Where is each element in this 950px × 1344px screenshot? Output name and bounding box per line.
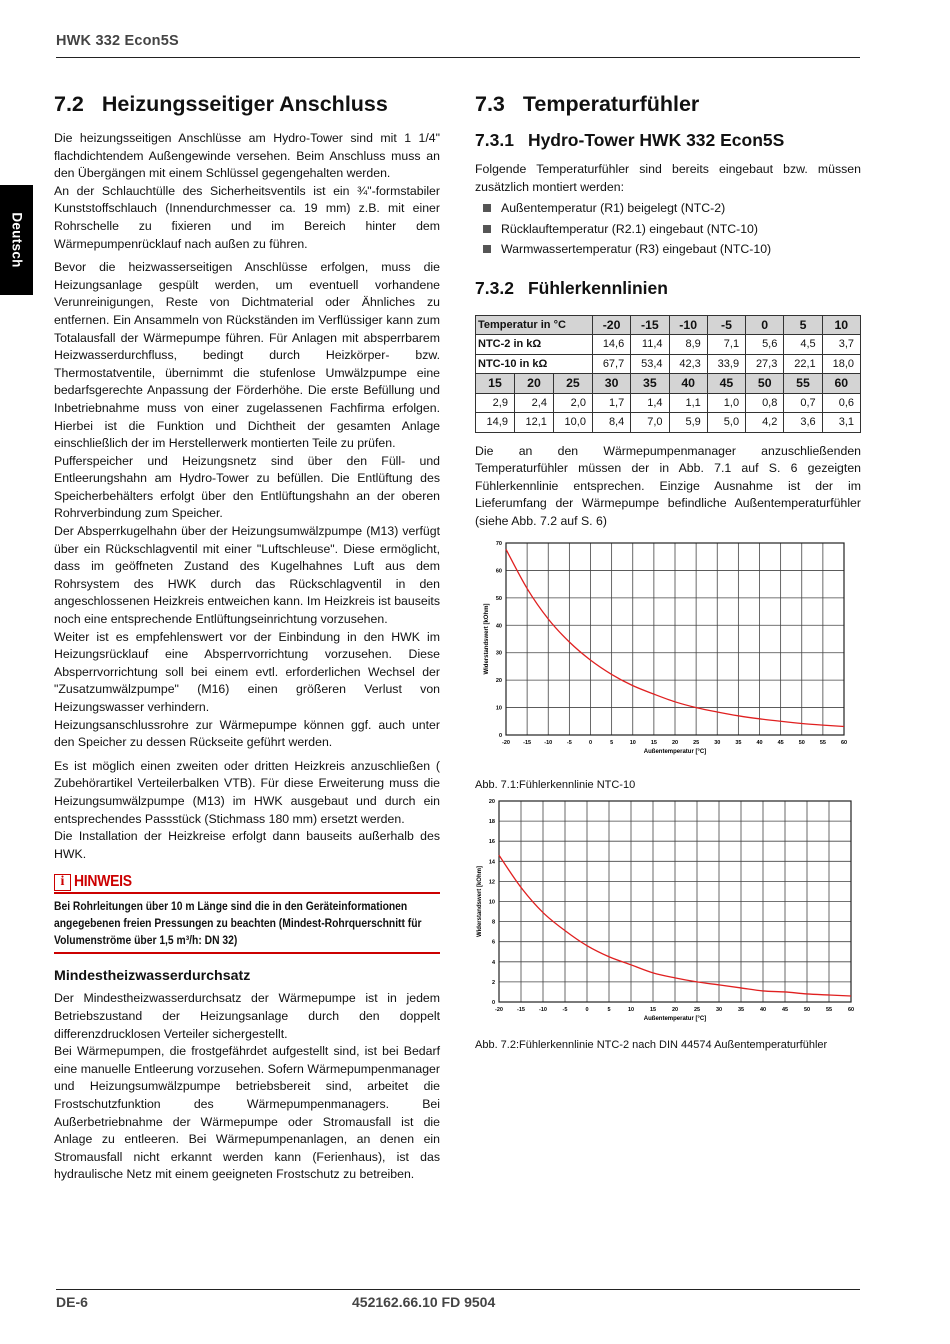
y-tick-label: 10	[495, 705, 502, 712]
table-cell: 25	[553, 374, 592, 394]
paragraph: Es ist möglich einen zweiten oder dritten Heizkreis anzuschließen ( Zubehörartikel Verteilerbalken VTB). Für diese Erweiterung muss die Heizungsumwälzpumpe (M13) im HWK ausgebaut und durch ein entsprechendes Passstück (Stichmass 180 mm) ersetzt werden.	[54, 758, 440, 826]
table-cell: 1,4	[631, 393, 669, 413]
table-cell: 10	[822, 315, 860, 335]
chart-ntc2	[475, 797, 861, 1029]
list-item-text: Warmwassertemperatur (R3) eingebaut (NTC-10)	[501, 242, 772, 257]
x-tick-label: 55	[825, 1006, 833, 1013]
x-axis-label: Außentemperatur [°C]	[643, 748, 707, 755]
sensor-table	[475, 315, 861, 433]
table-cell: 15	[476, 374, 515, 394]
table-cell: 1,1	[669, 393, 707, 413]
paragraph: Der Mindestheizwasserdurchsatz der Wärmepumpe ist in jedem Betriebszustand der Heizungsanlage durch den doppelt differenzdrucklosen Verteiler sichergestellt.	[54, 991, 440, 1041]
x-tick-label: 50	[798, 739, 805, 746]
y-tick-label: 40	[495, 622, 502, 629]
table-cell: 0,6	[822, 393, 860, 413]
x-tick-label: 60	[847, 1006, 855, 1013]
list-item	[475, 198, 861, 219]
table-cell: 14,9	[476, 413, 515, 433]
x-tick-label: -20	[495, 1006, 503, 1013]
table-cell: 33,9	[707, 354, 745, 374]
table-cell: 60	[822, 374, 860, 394]
x-tick-label: -15	[523, 739, 532, 746]
table-cell: Temperatur in °C	[476, 315, 593, 335]
x-axis-label: Außentemperatur [°C]	[643, 1015, 707, 1022]
subsection-heading-7-3-2	[475, 278, 861, 299]
chart-ntc10	[475, 537, 861, 773]
table-row	[476, 354, 861, 374]
x-tick-label: -5	[562, 1006, 568, 1013]
page-number: DE-6	[56, 1294, 88, 1310]
language-tab	[0, 185, 33, 295]
table-cell: 3,6	[784, 413, 822, 433]
x-tick-label: -10	[539, 1006, 547, 1013]
x-tick-label: 40	[759, 1006, 767, 1013]
y-tick-label: 6	[491, 939, 495, 946]
x-tick-label: 40	[756, 739, 763, 746]
x-tick-label: 35	[735, 739, 742, 746]
x-tick-label: 0	[588, 739, 593, 746]
right-column	[475, 92, 861, 1051]
x-tick-label: 15	[650, 739, 657, 746]
y-tick-label: 30	[495, 650, 502, 657]
x-tick-label: 50	[803, 1006, 811, 1013]
table-row	[476, 335, 861, 355]
page-header	[56, 32, 860, 58]
table-cell: 8,4	[592, 413, 630, 433]
table-cell: 20	[514, 374, 553, 394]
x-tick-label: -10	[544, 739, 553, 746]
table-cell: 5,6	[746, 335, 784, 355]
y-tick-label: 4	[491, 959, 495, 966]
table-cell: 42,3	[669, 354, 707, 374]
table-row	[476, 413, 861, 433]
table-row	[476, 315, 861, 335]
table-cell: 5,9	[669, 413, 707, 433]
table-row	[476, 393, 861, 413]
section-title: Temperaturfühler	[522, 92, 700, 116]
y-tick-label: 16	[488, 838, 495, 845]
paragraph: Bevor die heizwasserseitigen Anschlüsse erfolgen, muss die Heizungsanlage gespült werden, um eventuell vorhandene Verunreinigungen, Reste von Dichtmaterial oder Ähnliches zu entfernen. Ein Ansammeln von Rückständen im Verflüssiger kann zum Totalausfall der Wärmepumpe führen. Für Anlagen mit absperrbarem Heizwasserdurchfluss, bedingt durch Heizkörper- bzw. Thermostatventile, übernimmt die stufenlose Umwälzpumpe eine bedarfsgerechte Anpassung der Förderhöhe. Die erste Befüllung und Inbetriebnahme muss von einer zugelassenen Fachfirma erfolgen. Hierbei ist die Funktion und Dichtheit der gesamten Anlage einschließlich der im Herstellerwerk montierten Teile zu prüfen.	[54, 260, 440, 451]
table-cell: 7,1	[707, 335, 745, 355]
table-cell: -15	[631, 315, 669, 335]
page-footer	[56, 1289, 860, 1310]
table-cell: 12,1	[514, 413, 553, 433]
section-heading-7-3	[475, 92, 861, 117]
bullet-square-icon	[483, 204, 491, 212]
y-tick-label: 10	[488, 899, 495, 906]
y-tick-label: 60	[495, 568, 502, 575]
paragraph: Die heizungsseitigen Anschlüsse am Hydro-Tower sind mit 1 1/4" flachdichtendem Außengewinde versehen. Beim Anschluss muss an den Übergängen mit einem Schlüssel gegengehalten werden.	[54, 131, 440, 181]
paragraph: Der Absperrkugelhahn über der Heizungsumwälzpumpe (M13) verfügt über ein Rückschlagventil mit einer "Luftschleuse". Diese ermöglicht, dass im geöffneten Zustand des Kugelhahnes Luft aus dem Rohrsystem des HWK durch das Rückschlagventil in den angeschlossenen Heizkreis entweichen kann. Im Heizkreis ist bauseits noch eine entsprechende Entlüftungseinrichtung vorzusehen.	[54, 524, 440, 627]
x-tick-label: 55	[819, 739, 826, 746]
note-box	[54, 873, 440, 954]
y-tick-label: 18	[488, 818, 495, 825]
table-cell: 10,0	[553, 413, 592, 433]
bullet-square-icon	[483, 245, 491, 253]
table-cell: NTC-2 in kΩ	[476, 335, 593, 355]
table-cell: 45	[707, 374, 745, 394]
table-cell: 55	[784, 374, 822, 394]
table-row	[476, 374, 861, 394]
y-tick-label: 14	[488, 858, 495, 865]
table-cell: 35	[631, 374, 669, 394]
list-item	[475, 239, 861, 260]
table-cell: NTC-10 in kΩ	[476, 354, 593, 374]
left-column	[54, 92, 440, 1184]
y-tick-label: 0	[491, 999, 495, 1006]
subsection-title: Mindestheizwasserdurchsatz	[54, 968, 251, 985]
table-cell: 0,7	[784, 393, 822, 413]
document-number: 452162.66.10 FD 9504	[352, 1294, 496, 1310]
paragraph: Die Installation der Heizkreise erfolgt dann bauseits außerhalb des HWK.	[54, 829, 440, 861]
section-heading-7-2	[54, 92, 440, 117]
y-tick-label: 50	[495, 595, 502, 602]
x-tick-label: 45	[777, 739, 784, 746]
paragraph: Folgende Temperaturfühler sind bereits eingebaut bzw. müssen zusätzlich montiert werden:	[475, 162, 861, 194]
paragraph: Bei Wärmepumpen, die frostgefährdet aufgestellt sind, ist bei Bedarf eine manuelle Entleerung vorzusehen. Sofern Wärmepumpenmanager und Heizungsumwälzpumpe betriebsbereit sind, arbeitet die Frostschutzfunktion des Wärmepumpenmanagers. Bei Außerbetriebnahme der Wärmepumpe oder Stromausfall ist die Anlage zu entleeren. Bei Wärmepumpenanlagen, an denen ein Stromausfall nicht erkannt werden kann (Ferienhaus), ist das hydraulische Netz mit einem geeigneten Frostschutz zu betreiben.	[54, 1044, 440, 1182]
paragraph: An der Schlauchtülle des Sicherheitsventils ist ein ¾"-formstabiler Kunststoffschlauch (Innendurchmesser ca. 19 mm) z.B. mit einer Rohrschelle zu fixieren und im Bereich hinter dem Wärmepumpenrücklauf nach außen zu führen.	[54, 183, 440, 251]
y-tick-label: 12	[488, 879, 495, 886]
x-tick-label: 30	[715, 1006, 723, 1013]
figure-caption: Abb. 7.1:Fühlerkennlinie NTC-10	[475, 778, 636, 791]
table-cell: -5	[707, 315, 745, 335]
subsection-heading-7-3-1	[475, 130, 861, 151]
table-cell: 2,0	[553, 393, 592, 413]
note-text: Bei Rohrleitungen über 10 m Länge sind die in den Geräteinformationen angegebenen freien Pressungen zu beachten (Mindest-Rohrquerschnitt für Volumenströme über 1,5 m³/h: DN 32)	[54, 899, 422, 948]
table-cell: 5	[784, 315, 822, 335]
table-cell: 1,0	[707, 393, 745, 413]
y-tick-label: 2	[491, 979, 495, 986]
table-cell: 27,3	[746, 354, 784, 374]
table-cell: 22,1	[784, 354, 822, 374]
table-cell: 0	[746, 315, 784, 335]
table-cell: 53,4	[631, 354, 669, 374]
info-icon: i	[54, 874, 71, 891]
section-title: Heizungsseitiger Anschluss	[101, 92, 388, 116]
table-cell: 0,8	[746, 393, 784, 413]
x-tick-label: 10	[627, 1006, 635, 1013]
x-tick-label: 20	[671, 1006, 679, 1013]
table-cell: 1,7	[592, 393, 630, 413]
x-tick-label: 25	[693, 739, 700, 746]
note-header	[54, 873, 440, 894]
x-tick-label: 20	[671, 739, 679, 746]
table-cell: 4,2	[746, 413, 784, 433]
table-cell: 11,4	[631, 335, 669, 355]
subsection-number: 7.3.1	[475, 130, 514, 150]
list-item-text: Außentemperatur (R1) beigelegt (NTC-2)	[501, 201, 726, 216]
y-tick-label: 0	[498, 732, 502, 739]
x-tick-label: 5	[610, 739, 614, 746]
paragraph: Die an den Wärmepumpenmanager anzuschließenden Temperaturfühler müssen der in Abb. 7.1 auf S. 6 gezeigten Fühlerkennlinie entsprechen. Einzige Ausnahme ist der im Lieferumfang der Wärmepumpe befindliche Außentemperaturfühler (siehe Abb. 7.2 auf S. 6)	[475, 443, 861, 529]
x-tick-label: 60	[840, 739, 848, 746]
paragraph: Pufferspeicher und Heizungsnetz sind über den Füll- und Entleerungshahn am Hydro-Tower zu befüllen. Die Entlüftung des Speicherbehälters erfolgt über den Entlüftungshahn an der oberen Rohrverbindung zum Speicher.	[54, 453, 440, 521]
bullet-square-icon	[483, 225, 491, 233]
subsection-title: Fühlerkennlinien	[527, 277, 668, 298]
table-cell: 4,5	[784, 335, 822, 355]
y-tick-label: 8	[491, 919, 495, 926]
sensor-list	[475, 198, 861, 260]
y-tick-label: 20	[488, 798, 495, 805]
table-cell: 2,4	[514, 393, 553, 413]
table-cell: 3,1	[822, 413, 860, 433]
x-tick-label: -15	[517, 1006, 525, 1013]
table-cell: 14,6	[592, 335, 630, 355]
section-number: 7.2	[54, 92, 84, 116]
table-cell: 50	[746, 374, 784, 394]
x-tick-label: 0	[585, 1006, 589, 1013]
x-tick-label: 25	[693, 1006, 701, 1013]
table-cell: 5,0	[707, 413, 745, 433]
table-cell: -10	[669, 315, 707, 335]
x-tick-label: 15	[649, 1006, 657, 1013]
section-number: 7.3	[475, 92, 505, 116]
table-cell: 67,7	[592, 354, 630, 374]
y-axis-label: Widerstandswert [kOhm]	[484, 603, 490, 675]
list-item	[475, 219, 861, 240]
x-tick-label: 30	[714, 739, 721, 746]
paragraph: Weiter ist es empfehlenswert vor der Einbindung in den HWK im Heizungsrücklauf eine Absperrvorrichtung vorzusehen. Diese Absperrvorrichtung soll bei einem evtl. erforderlichen Wechsel der "Zusatzumwälzpumpe" (M16) einen größeren Verlust von Heizungswasser verhindern.	[54, 629, 440, 714]
language-tab-label: Deutsch	[9, 212, 24, 268]
note-title: HINWEIS	[74, 873, 132, 891]
x-tick-label: -20	[502, 739, 510, 746]
table-cell: -20	[592, 315, 630, 335]
x-tick-label: 45	[781, 1006, 789, 1013]
table-cell: 18,0	[822, 354, 860, 374]
table-cell: 40	[669, 374, 707, 394]
table-cell: 2,9	[476, 393, 515, 413]
table-cell: 7,0	[631, 413, 669, 433]
x-tick-label: 10	[629, 739, 636, 746]
header-title: HWK 332 Econ5S	[56, 33, 179, 49]
subsection-number: 7.3.2	[475, 277, 514, 298]
figure-caption: Abb. 7.2:Fühlerkennlinie NTC-2 nach DIN 44574 Außentemperaturfühler	[475, 1038, 828, 1051]
table-cell: 30	[592, 374, 630, 394]
table-cell: 8,9	[669, 335, 707, 355]
paragraph: Heizungsanschlussrohre zur Wärmepumpe können ggf. auch unter den Speicher zu dessen Rückseite geführt werden.	[54, 717, 440, 750]
subsection-title: Hydro-Tower HWK 332 Econ5S	[527, 130, 785, 150]
list-item-text: Rücklauftemperatur (R2.1) eingebaut (NTC-10)	[501, 221, 758, 236]
x-tick-label: 35	[737, 1006, 745, 1013]
x-tick-label: 5	[607, 1006, 611, 1013]
table-cell: 3,7	[822, 335, 860, 355]
y-axis-label: Widerstandswert [kOhm]	[477, 865, 483, 937]
y-tick-label: 20	[495, 677, 502, 684]
y-tick-label: 70	[495, 540, 502, 547]
x-tick-label: -5	[566, 739, 572, 746]
